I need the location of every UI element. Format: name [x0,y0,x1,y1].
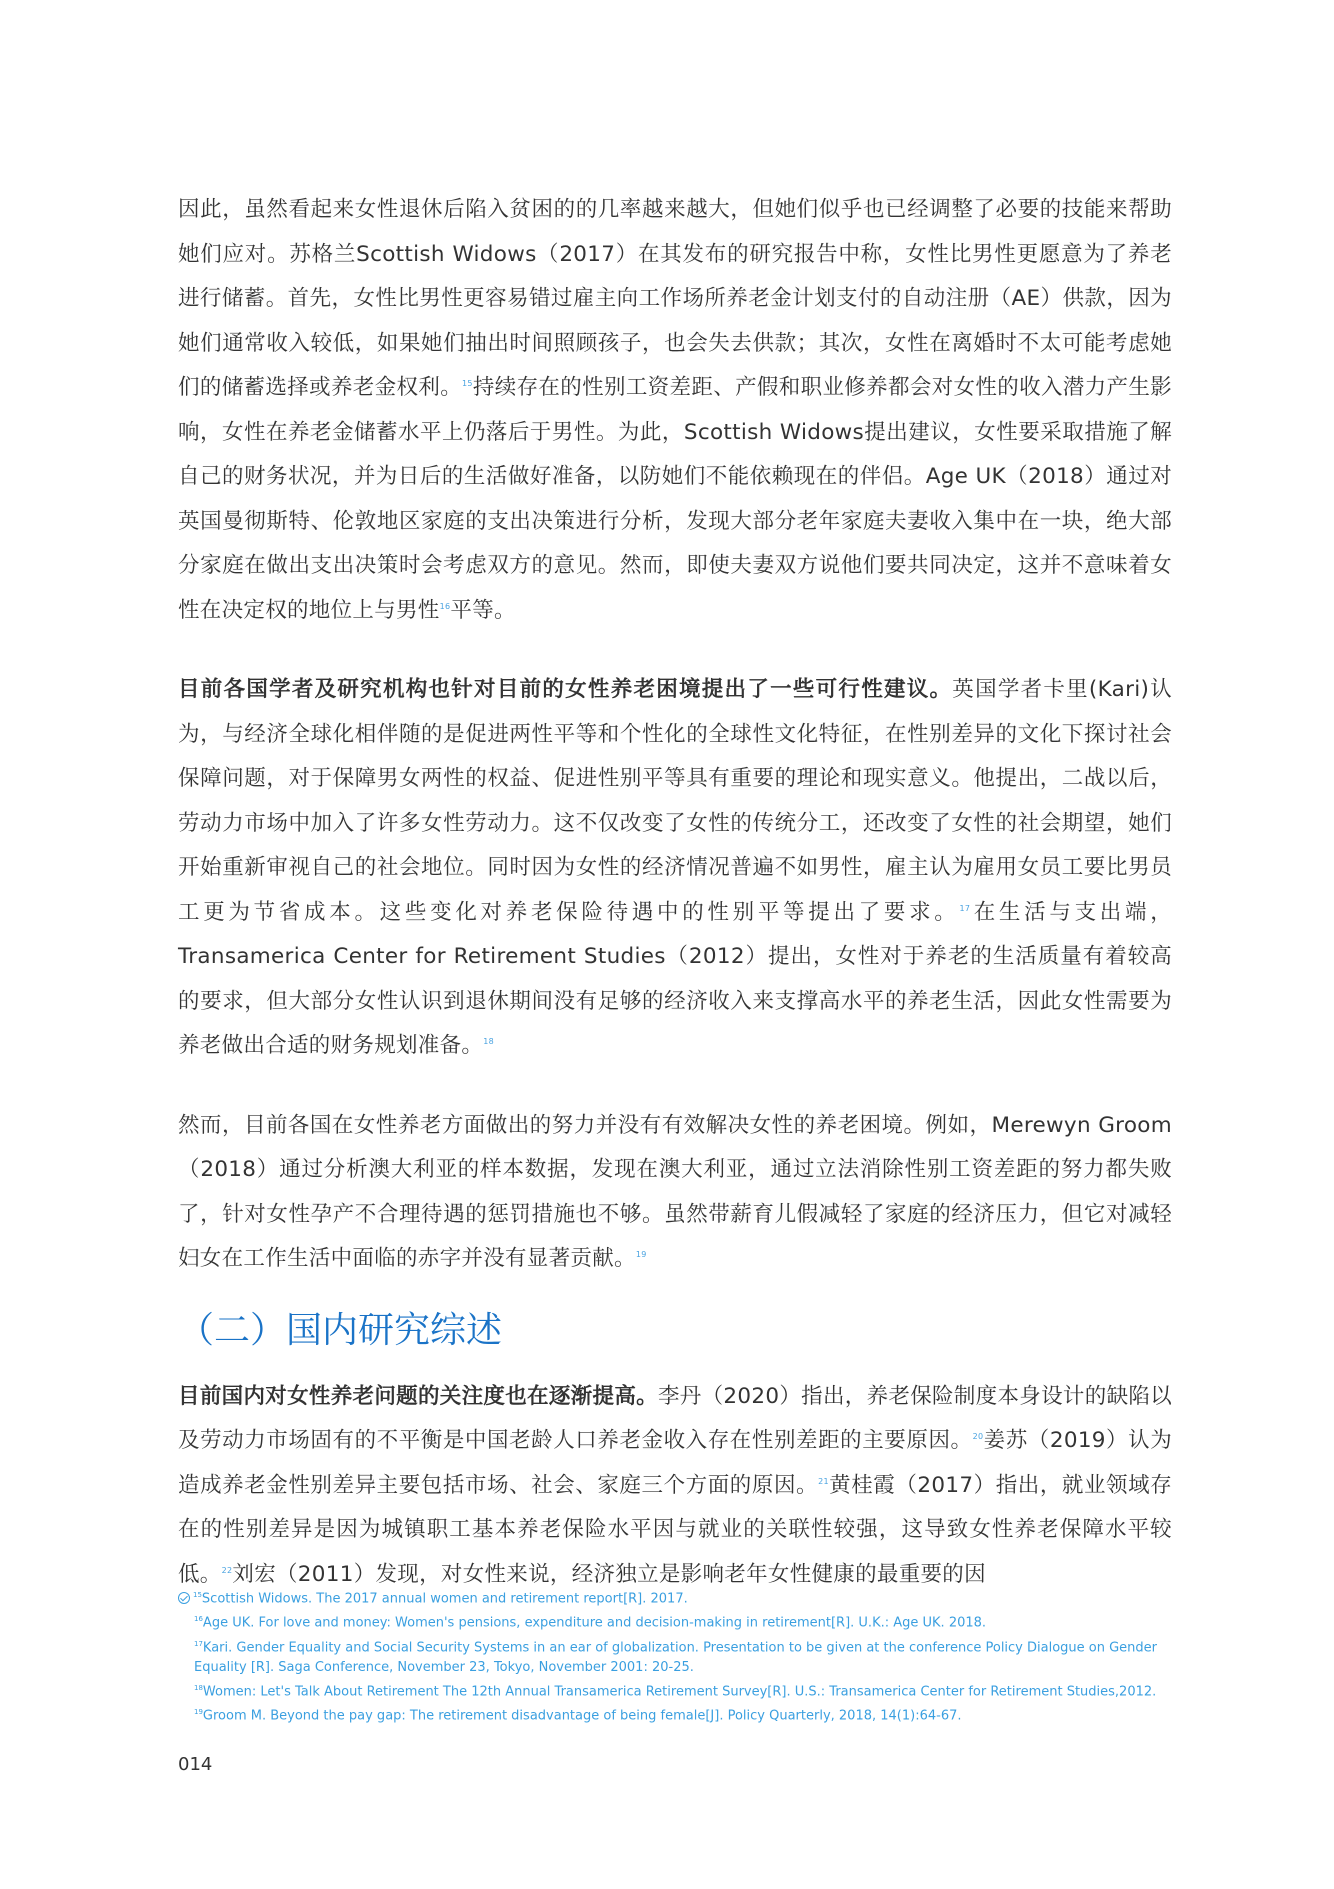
footnote-ref[interactable]: 22 [221,1565,233,1575]
footnote-ref[interactable]: 19 [635,1249,647,1259]
footnote-number: 16 [194,1615,203,1624]
footnote-19 [178,1702,1172,1726]
footnote-number: 19 [194,1708,203,1717]
footnote-ref[interactable]: 15 [462,378,473,388]
footnote-17 [178,1634,1172,1678]
paragraph-text: 因此，虽然看起来女性退休后陷入贫困的的几率越来越大，但她们似乎也已经调整了必要的技能来帮助她们应对。苏格兰Scottish Widows（2017）在其发布的研究报告中称，女性比男性更愿意为了养老进行储蓄。首先，女性比男性更容易错过雇主向工作场所养老金计划支付的自动注册（AE）供款，因为她们通常收入较低，如果她们抽出时间照顾孩子，也会失去供款；其次，女性在离婚时不太可能考虑她们的储蓄选择或养老金权利。 [178,197,1172,400]
page-number: 014 [178,1754,213,1775]
paragraph-text: 然而，目前各国在女性养老方面做出的努力并没有有效解决女性的养老困境。例如，Merewyn Groom（2018）通过分析澳大利亚的样本数据，发现在澳大利亚，通过立法消除性别工资差距的努力都失败了，针对女性孕产不合理待遇的惩罚措施也不够。虽然带薪育儿假减轻了家庭的经济压力，但它对减轻妇女在工作生活中面临的赤字并没有显著贡献。 [178,1112,1172,1271]
footnote-text: Women: Let's Talk About Retirement The 12th Annual Transamerica Retirement Survey[R]. U.S.: Transamerica Center for Retirement Studies,2012. [202,1684,1157,1700]
main-content [178,188,1172,1632]
paragraph-text: 平等。 [450,597,516,623]
footnote-text: Groom M. Beyond the pay gap: The retirement disadvantage of being female[J]. Policy Quarterly, 2018, 14(1):64-67. [202,1708,962,1724]
paragraph-4 [178,1375,1172,1598]
paragraph-2 [178,668,1172,1069]
paragraph-3 [178,1104,1172,1282]
paragraph-text: 在生活与支出端，Transamerica Center for Retirement Studies（2012）提出，女性对于养老的生活质量有着较高的要求，但大部分女性认识到退休期间没有足够的经济收入来支撑高水平的养老生活，因此女性需要为养老做出合适的财务规划准备。 [178,899,1172,1058]
footnotes [178,1585,1172,1727]
paragraph-text: 黄桂霞（2017）指出，就业领域存在的性别差异是因为城镇职工基本养老保险水平因与就业的关联性较强，这导致女性养老保障水平较低。 [178,1472,1172,1587]
footnote-15 [178,1585,1172,1609]
footnote-ref[interactable]: 20 [972,1431,984,1441]
footnote-number: 17 [194,1639,203,1648]
footnote-text: Age UK. For love and money: Women's pensions, expenditure and decision-making in retirement[R]. U.K.: Age UK. 2018. [202,1615,987,1631]
footnote-ref[interactable]: 21 [818,1476,829,1486]
paragraph-text: 持续存在的性别工资差距、产假和职业修养都会对女性的收入潜力产生影响，女性在养老金储蓄水平上仍落后于男性。为此，Scottish Widows提出建议，女性要采取措施了解自己的财务状况，并为日后的生活做好准备，以防她们不能依赖现在的伴侣。Age UK（2018）通过对英国曼彻斯特、伦敦地区家庭的支出决策进行分析，发现大部分老年家庭夫妻收入集中在一块，绝大部分家庭在做出支出决策时会考虑双方的意见。然而，即使夫妻双方说他们要共同决定，这并不意味着女性在决定权的地位上与男性 [178,375,1172,623]
footnote-ref[interactable]: 16 [439,601,451,611]
footnote-18 [178,1678,1172,1702]
footnote-16 [178,1609,1172,1633]
paragraph-text: 姜苏（2019）认为造成养老金性别差异主要包括市场、社会、家庭三个方面的原因。 [178,1428,1172,1498]
paragraph-text: 英国学者卡里(Kari)认为，与经济全球化相伴随的是促进两性平等和个性化的全球性文化特征，在性别差异的文化下探讨社会保障问题，对于保障男女两性的权益、促进性别平等具有重要的理论和现实意义。他提出，二战以后，劳动力市场中加入了许多女性劳动力。这不仅改变了女性的传统分工，还改变了女性的社会期望，她们开始重新审视自己的社会地位。同时因为女性的经济情况普遍不如男性，雇主认为雇用女员工要比男员工更为节省成本。这些变化对养老保险待遇中的性别平等提出了要求。 [178,677,1172,925]
footnote-text: Scottish Widows. The 2017 annual women and retirement report[R]. 2017. [201,1591,688,1607]
section-title: （二）国内研究综述 [178,1309,503,1351]
paragraph-lead: 目前国内对女性养老问题的关注度也在逐渐提高。 [178,1383,658,1409]
footnote-number: 18 [194,1683,203,1692]
footnote-text: Kari. Gender Equality and Social Security Systems in an ear of globalization. Presentation to be given at the conference Policy Dialogue on Gender Equality [R]. Saga Conference, November 23, Tokyo, November 2001: 20-25. [194,1639,1158,1675]
check-circle-icon [178,1592,190,1604]
footnote-number: 15 [193,1591,202,1599]
footnote-ref[interactable]: 18 [483,1036,494,1046]
paragraph-lead: 目前各国学者及研究机构也针对目前的女性养老困境提出了一些可行性建议。 [178,677,953,702]
paragraph-text: 刘宏（2011）发现，对女性来说，经济独立是影响老年女性健康的最重要的因 [232,1561,986,1587]
footnote-ref[interactable]: 17 [959,903,971,913]
paragraph-1 [178,188,1172,633]
paragraph-text: 李丹（2020）指出，养老保险制度本身设计的缺陷以及劳动力市场固有的不平衡是中国老龄人口养老金收入存在性别差距的主要原因。 [178,1383,1172,1453]
